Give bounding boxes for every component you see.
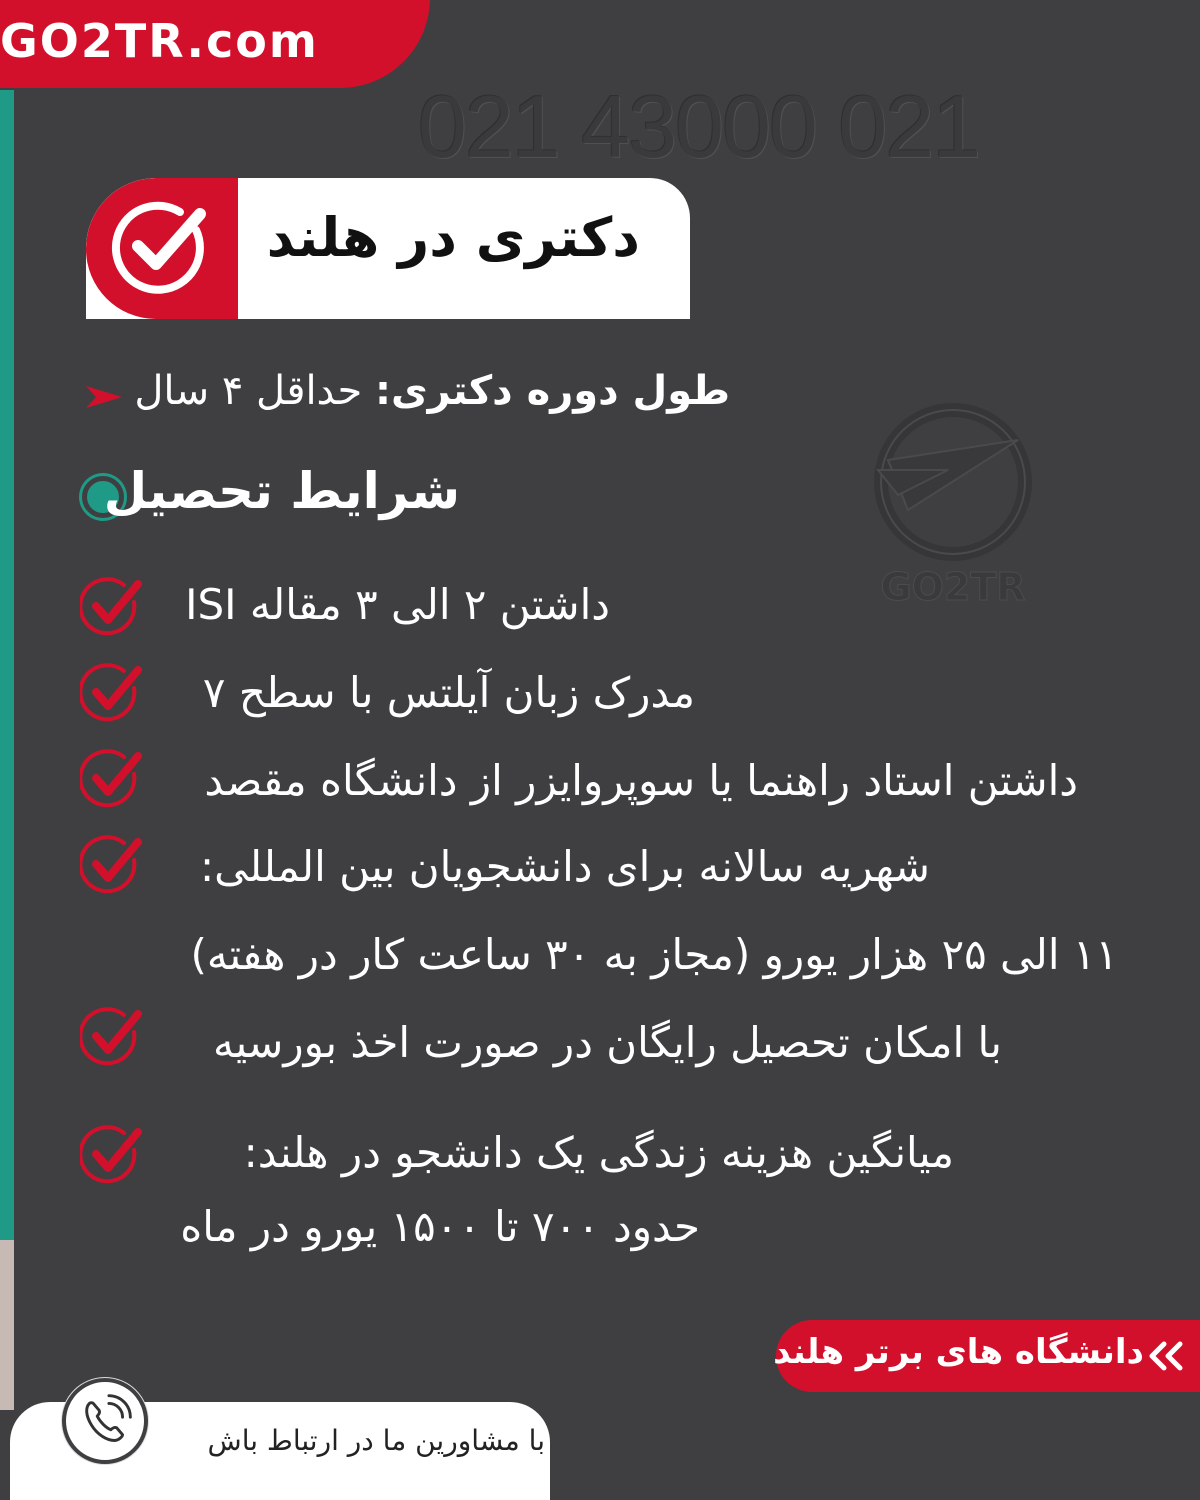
go2tr-logo-watermark [868, 400, 1038, 610]
list-item-subtext: حدود ۷۰۰ تا ۱۵۰۰ یورو در ماه [180, 1202, 700, 1251]
duration-line [130, 368, 730, 414]
arrow-right-icon [84, 384, 124, 410]
left-accent-strip [0, 90, 14, 1240]
list-item-text: داشتن ۲ الی ۳ مقاله ISI [185, 580, 610, 629]
double-chevron-icon [1146, 1340, 1186, 1372]
list-item-text: داشتن استاد راهنما یا سوپروایزر از دانشگاه مقصد [204, 756, 1078, 805]
top-universities-button[interactable] [773, 1320, 1200, 1392]
list-item-text: با امکان تحصیل رایگان در صورت اخذ بورسیه [212, 1018, 1002, 1067]
brand-site-name[interactable]: GO2TR.com [0, 14, 319, 68]
phone-watermark: 021 43000 021 [418, 77, 980, 176]
check-icon [80, 834, 144, 898]
page-title: دکتری در هلند [266, 206, 640, 269]
logo-text: GO2TR [880, 565, 1026, 609]
conditions-heading: شرایط تحصیل [103, 462, 460, 520]
phone-icon [66, 1382, 144, 1460]
left-accent-strip-lower [0, 1240, 14, 1410]
duration-label: طول دوره دکتری: [375, 368, 730, 414]
check-icon [80, 1006, 144, 1070]
check-circle-icon [108, 196, 212, 300]
contact-text: با مشاورین ما در ارتباط باش [207, 1424, 545, 1457]
list-item-subtext: ۱۱ الی ۲۵ هزار یورو (مجاز به ۳۰ ساعت کار در هفته) [190, 930, 1118, 979]
contact-icon-circle[interactable] [62, 1378, 148, 1464]
list-item-text: شهریه سالانه برای دانشجویان بین المللی: [200, 842, 930, 891]
cta-label: دانشگاه های برتر هلند [773, 1332, 1144, 1372]
list-item-text: مدرک زبان آیلتس با سطح ۷ [202, 668, 695, 717]
check-icon [80, 576, 144, 640]
list-item-text: میانگین هزینه زندگی یک دانشجو در هلند: [243, 1128, 954, 1177]
check-icon [80, 1124, 144, 1188]
duration-value: حداقل ۴ سال [134, 368, 375, 414]
title-banner [86, 178, 690, 319]
check-icon [80, 662, 144, 726]
check-icon [80, 748, 144, 812]
